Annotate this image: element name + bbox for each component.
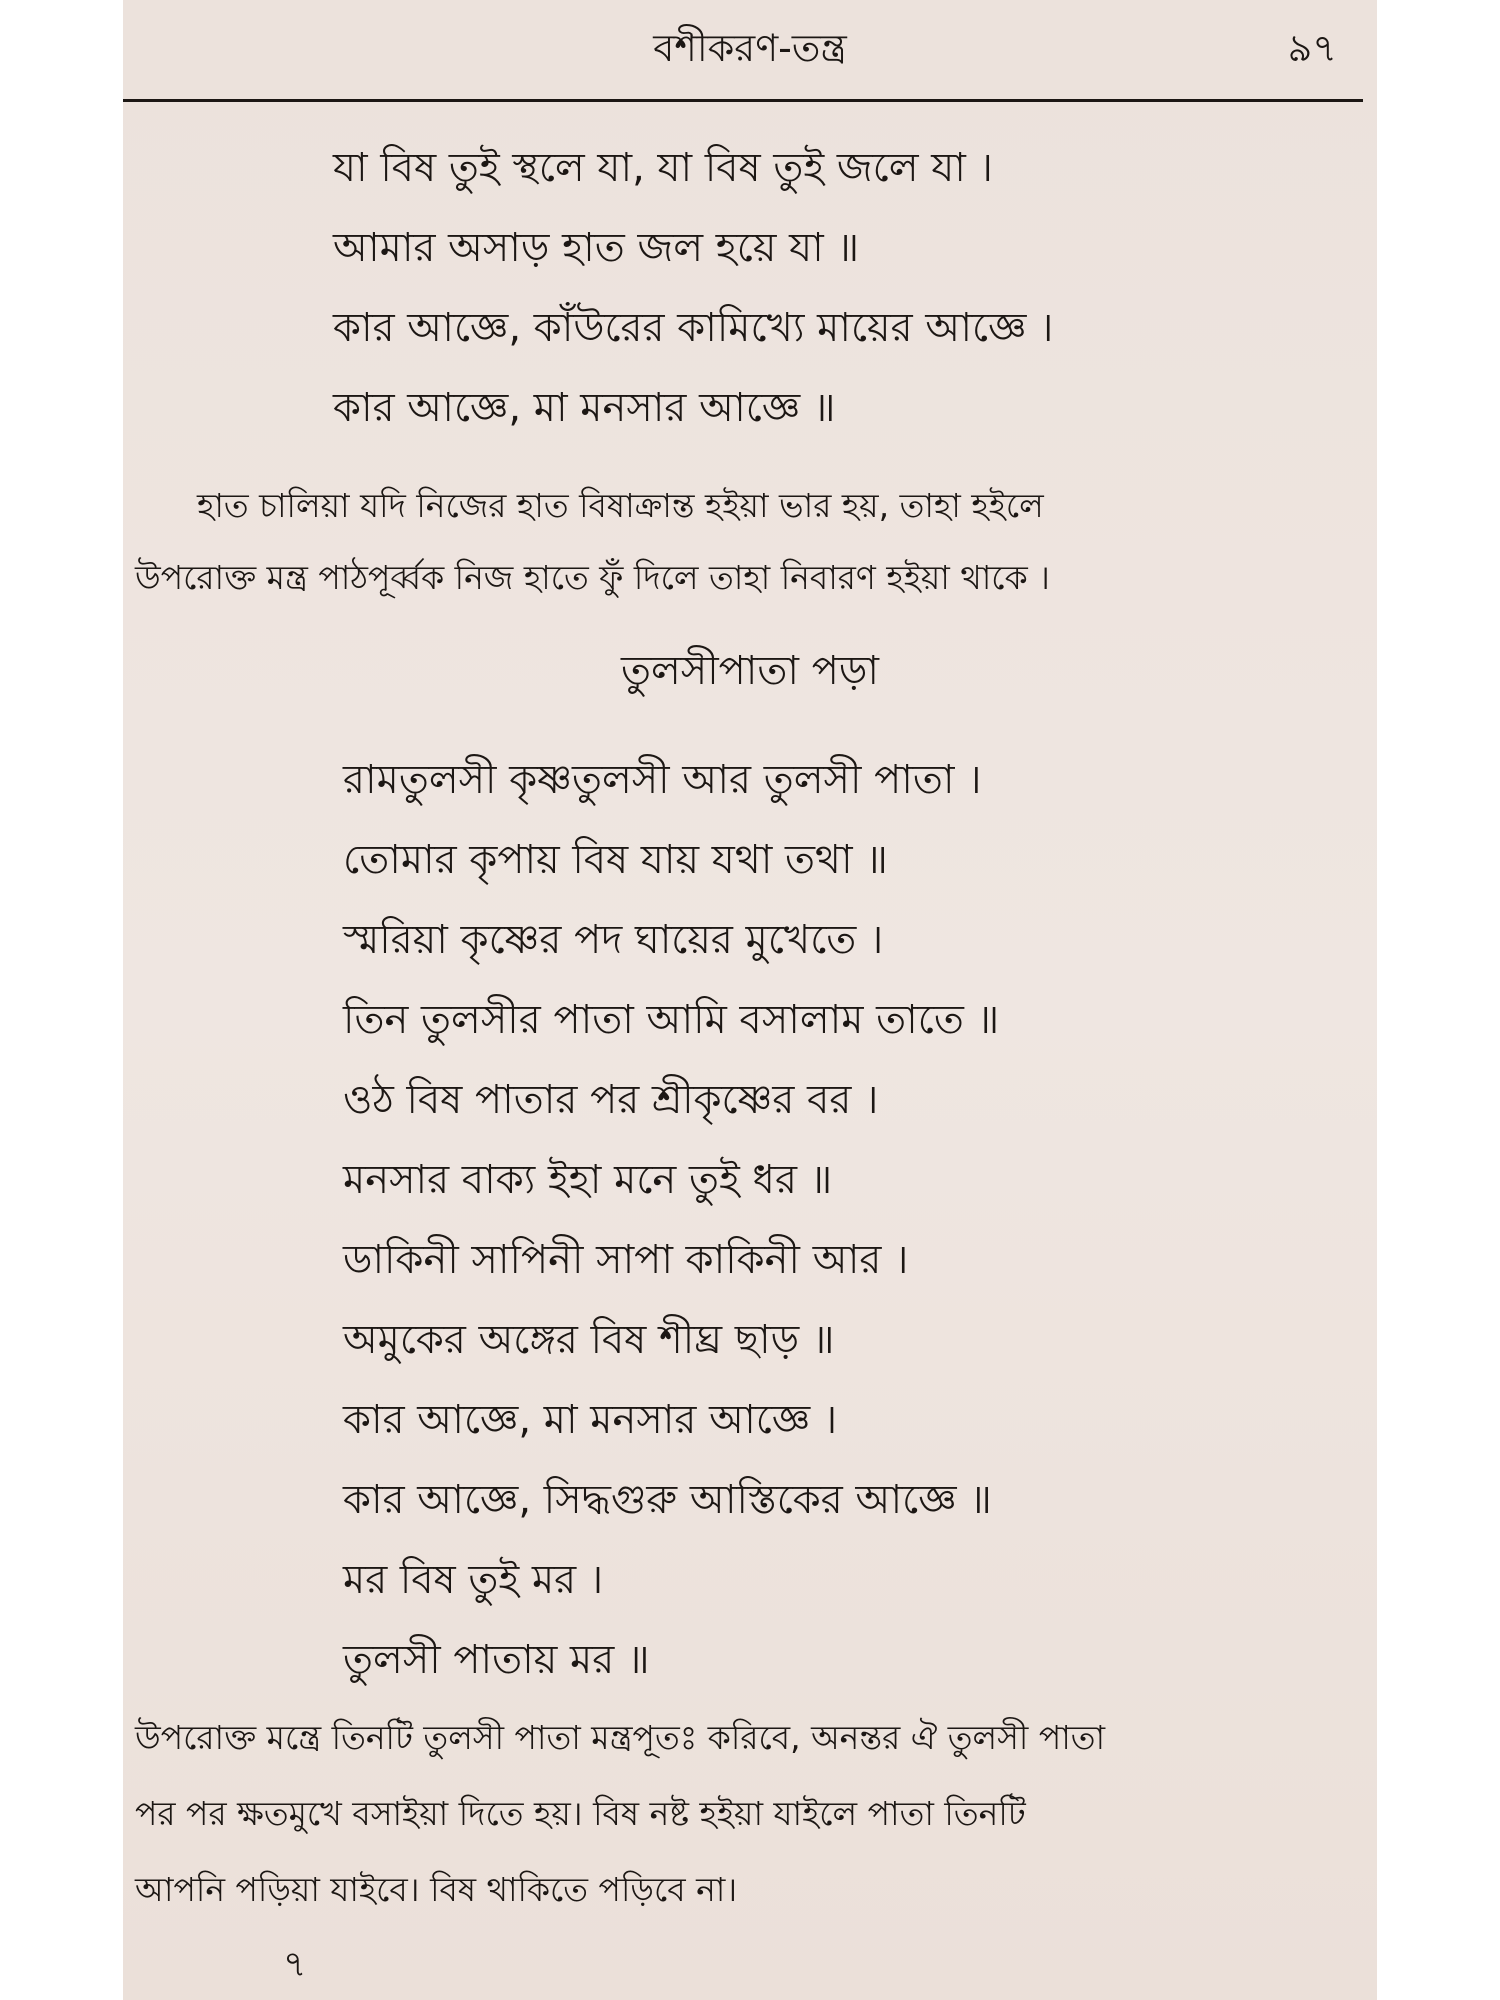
paragraph-line: হাত চালিয়া যদি নিজের হাত বিষাক্রান্ত হইয়া ভার হয়, তাহা হইলে (197, 486, 1044, 525)
section-heading: তুলসীপাতা পড়া (620, 648, 880, 694)
verse-line: যা বিষ তুই স্থলে যা, যা বিষ তুই জলে যা । (333, 145, 993, 191)
page-number: ৯৭ (1287, 26, 1337, 70)
paragraph-line: পর পর ক্ষতমুখে বসাইয়া দিতে হয়। বিষ নষ্ট হইয়া যাইলে পাতা তিনটি (135, 1794, 1026, 1833)
verse-line: কার আজ্ঞে, সিদ্ধগুরু আস্তিকের আজ্ঞে ॥ (343, 1477, 992, 1523)
verse-line: ওঠ বিষ পাতার পর শ্রীকৃষ্ণের বর । (343, 1077, 879, 1123)
verse-line: ডাকিনী সাপিনী সাপা কাকিনী আর । (343, 1237, 909, 1283)
verse-line: রামতুলসী কৃষ্ণতুলসী আর তুলসী পাতা । (343, 757, 982, 803)
book-page (123, 0, 1377, 2000)
paragraph-line: উপরোক্ত মন্ত্র পাঠপূর্ব্বক নিজ হাতে ফুঁ দিলে তাহা নিবারণ হইয়া থাকে । (135, 558, 1050, 597)
verse-line: তিন তুলসীর পাতা আমি বসালাম তাতে ॥ (343, 997, 1000, 1043)
paragraph-line: আপনি পড়িয়া যাইবে। বিষ থাকিতে পড়িবে না। (135, 1870, 738, 1909)
verse-line: স্মরিয়া কৃষ্ণের পদ ঘায়ের মুখেতে । (343, 917, 884, 963)
verse-block-two (343, 740, 999, 1700)
verse-block-one (333, 128, 1053, 448)
header-rule (123, 99, 1363, 102)
verse-line: মর বিষ তুই মর । (343, 1557, 604, 1603)
verse-line: কার আজ্ঞে, মা মনসার আজ্ঞে । (343, 1397, 838, 1443)
verse-line: তোমার কৃপায় বিষ যায় যথা তথা ॥ (343, 837, 888, 883)
verse-line: তুলসী পাতায় মর ॥ (343, 1637, 650, 1683)
paragraph-line: উপরোক্ত মন্ত্রে তিনটি তুলসী পাতা মন্ত্রপূতঃ করিবে, অনন্তর ঐ তুলসী পাতা (135, 1718, 1106, 1757)
verse-line: কার আজ্ঞে, কাঁউরের কামিখ্যে মায়ের আজ্ঞে । (333, 305, 1054, 351)
verse-line: মনসার বাক্য ইহা মনে তুই ধর ॥ (343, 1157, 833, 1203)
paragraph-one (135, 470, 1355, 614)
running-title: বশীকরণ-তন্ত্র (653, 26, 847, 70)
paragraph-two (135, 1700, 1355, 1928)
verse-line: অমুকের অঙ্গের বিষ শীঘ্র ছাড় ॥ (343, 1317, 835, 1363)
signature-mark: ৭ (283, 1944, 307, 1985)
verse-line: কার আজ্ঞে, মা মনসার আজ্ঞে ॥ (333, 385, 836, 431)
verse-line: আমার অসাড় হাত জল হয়ে যা ॥ (333, 225, 860, 271)
